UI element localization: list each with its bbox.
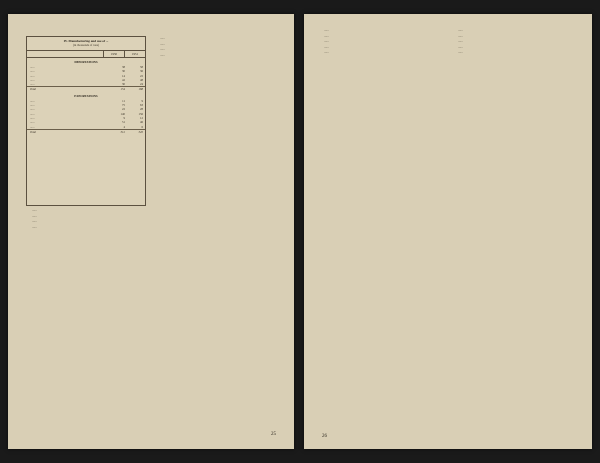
table-cell-value: 46 — [140, 120, 143, 125]
table-cell-label: ...... — [30, 69, 35, 74]
table-cell-label: Total — [30, 129, 37, 134]
table-row — [27, 125, 145, 129]
table-cell-value: 9 — [123, 115, 125, 120]
table-cell-label: ...... — [30, 115, 35, 120]
table-cell-value: 11 — [122, 98, 125, 103]
table-cell-label: ...... — [30, 120, 35, 125]
table-cell-value: 48 — [140, 77, 143, 82]
table-section-heading: IMPORTATIONS — [74, 60, 98, 64]
table-cell-label: ...... — [30, 124, 35, 129]
paragraph: ...... — [32, 213, 37, 218]
table-total-row — [27, 129, 145, 134]
table-cell-value: 4 — [123, 124, 125, 129]
table-cell-value: 14 — [122, 73, 125, 78]
table-cell-value: 154 — [120, 87, 125, 92]
paragraph: ...... — [324, 28, 329, 32]
paragraph: ...... — [160, 47, 165, 52]
table-cell-label: ...... — [30, 111, 35, 116]
table-cell-value: 30 — [122, 69, 125, 74]
paragraph: ...... — [32, 208, 37, 212]
table-cell-label: ...... — [30, 98, 35, 103]
table-cell-value: 42 — [122, 77, 125, 82]
table-cell-value: 28 — [140, 107, 143, 112]
table-header-label — [27, 51, 104, 57]
table-cell-value: 188 — [138, 87, 143, 92]
table-cell-value: 156 — [138, 111, 143, 116]
left-page-column-1 — [26, 208, 144, 434]
table-cell-value: 312 — [120, 129, 125, 134]
table-cell-value: 38 — [122, 65, 125, 69]
paragraph: ...... — [160, 41, 165, 46]
table-header-year-1: 1950 — [104, 51, 125, 57]
table-cell-value: 320 — [138, 129, 143, 134]
left-page-column-2 — [154, 36, 276, 432]
right-page-column-1 — [318, 28, 442, 420]
table-cell-value: 36 — [140, 69, 143, 74]
table-cell-value: 30 — [122, 82, 125, 87]
left-page — [8, 14, 294, 449]
paragraph: ...... — [32, 224, 37, 229]
table-cell-value: 6 — [141, 124, 143, 129]
table-cell-value: 51 — [122, 120, 125, 125]
table-body — [27, 58, 145, 134]
table-cell-value: 63 — [140, 103, 143, 108]
table-cell-label: ...... — [30, 103, 35, 108]
table-cell-label: ...... — [30, 107, 35, 112]
table-cell-label: ...... — [30, 82, 35, 87]
table-row — [27, 82, 145, 86]
statistics-table — [26, 36, 146, 206]
paragraph: ...... — [160, 52, 165, 57]
right-page — [304, 14, 592, 449]
paragraph: ...... — [324, 39, 329, 44]
table-cell-value: 12 — [140, 115, 143, 120]
table-total-row — [27, 86, 145, 91]
right-page-column-2 — [452, 28, 578, 434]
paragraph: ...... — [458, 50, 463, 55]
table-cell-label: Total — [30, 87, 37, 92]
table-section-heading: EXPORTATIONS — [74, 93, 98, 98]
paragraph: ...... — [324, 44, 329, 49]
table-cell-label: ...... — [30, 77, 35, 82]
paragraph: ...... — [324, 50, 329, 55]
table-cell-value: 75 — [122, 103, 125, 108]
table-title: IV. Manufacturing and use of ... — [63, 39, 109, 43]
paragraph: ...... — [458, 39, 463, 44]
paragraph: ...... — [32, 219, 37, 224]
paragraph: ...... — [458, 44, 463, 49]
paragraph: ...... — [324, 33, 329, 38]
page-number: 26 — [322, 434, 327, 439]
table-cell-value: 9 — [141, 98, 143, 103]
table-header — [27, 50, 145, 58]
table-cell-value: 58 — [140, 65, 143, 69]
table-cell-value: 24 — [140, 82, 143, 87]
table-cell-value: 22 — [140, 73, 143, 78]
paragraph: ...... — [458, 28, 463, 32]
table-subtitle: (in thousands of tons) — [72, 43, 100, 48]
table-cell-value: 22 — [122, 107, 125, 112]
table-cell-label: ...... — [30, 65, 35, 69]
table-header-year-2: 1951 — [132, 52, 138, 56]
table-cell-value: 140 — [120, 111, 125, 116]
page-number: 25 — [271, 432, 276, 437]
paragraph: ...... — [160, 36, 165, 40]
paragraph: ...... — [458, 33, 463, 38]
table-cell-label: ...... — [30, 73, 35, 78]
